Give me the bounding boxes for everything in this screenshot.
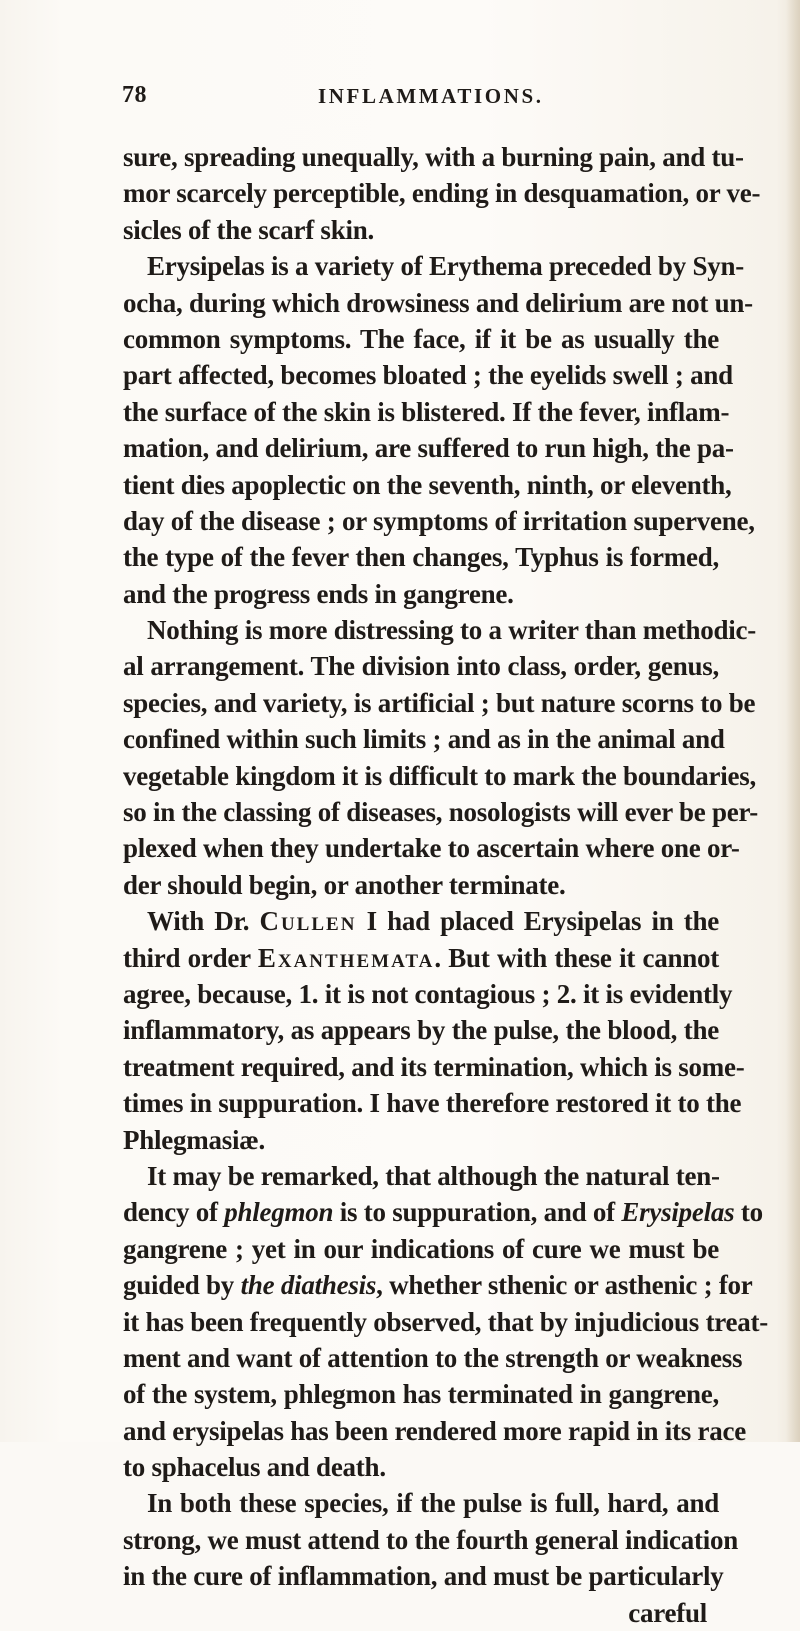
text-fragment: is to suppuration, and of — [333, 1197, 622, 1228]
page-edge-shadow — [786, 0, 800, 1442]
text-fragment: I had placed Erysipelas in the — [356, 906, 719, 937]
text-fragment: guided by — [123, 1270, 241, 1301]
text-fragment: , whether sthenic or asthenic ; for — [376, 1270, 753, 1301]
text-line: and the progress ends in gangrene. — [123, 578, 514, 609]
text-line: ment and want of attention to the strength or weakness — [123, 1342, 743, 1373]
paragraph-start: In both these species, if the pulse is full, hard, and — [147, 1488, 719, 1519]
text-line: times in suppuration. I have therefore restored it to the — [123, 1088, 742, 1119]
italic-term: Erysipelas — [621, 1197, 735, 1228]
text-line: gangrene ; yet in our indications of cure we must be — [123, 1233, 719, 1264]
text-line: and erysipelas has been rendered more rapid in its race — [123, 1415, 746, 1446]
text-line: it has been frequently observed, that by injudicious treat- — [123, 1306, 769, 1337]
text-line: in the cure of inflammation, and must be particularly — [123, 1561, 724, 1592]
text-line: mation, and delirium, are suffered to run high, the pa- — [123, 433, 734, 464]
text-line — [123, 940, 719, 976]
text-line: der should begin, or another terminate. — [123, 869, 566, 900]
text-line: the type of the fever then changes, Typhus is formed, — [123, 542, 719, 573]
text-fragment: . But with these it cannot — [434, 942, 719, 973]
text-line: plexed when they undertake to ascertain where one or- — [123, 833, 740, 864]
text-line: agree, because, 1. it is not contagious ; 2. it is evidently — [123, 978, 733, 1009]
text-line: to sphacelus and death. — [123, 1452, 386, 1483]
paragraph-start — [123, 903, 719, 939]
text-fragment: dency of — [123, 1197, 225, 1228]
text-line: mor scarcely perceptible, ending in desquamation, or ve- — [123, 178, 761, 209]
paragraph-start: Nothing is more distressing to a writer than methodic- — [147, 615, 756, 646]
text-line: tient dies apoplectic on the seventh, ninth, or eleventh, — [123, 469, 732, 500]
catchword: careful — [628, 1597, 707, 1628]
order-name-smallcaps: Exanthemata — [257, 942, 435, 973]
text-line: so in the classing of diseases, nosologists will ever be per- — [123, 797, 759, 828]
text-line: common symptoms. The face, if it be as usually the — [123, 323, 719, 354]
text-line: al arrangement. The division into class, order, genus, — [123, 651, 719, 682]
text-line: Phlegmasiæ. — [123, 1124, 265, 1155]
text-line: confined within such limits ; and as in the animal and — [123, 724, 725, 755]
text-fragment: to — [734, 1197, 763, 1228]
text-line — [123, 1267, 753, 1303]
italic-term: phlegmon — [224, 1197, 334, 1228]
text-fragment: third order — [123, 942, 258, 973]
paragraph-start: Erysipelas is a variety of Erythema preceded by Syn- — [147, 251, 744, 282]
text-line: the surface of the skin is blistered. If the fever, inflam- — [123, 396, 730, 427]
text-line: day of the disease ; or symptoms of irritation supervene, — [123, 505, 755, 536]
text-line: sure, spreading unequally, with a burning pain, and tu- — [123, 142, 744, 172]
body-text — [123, 139, 769, 1631]
text-line: of the system, phlegmon has terminated in gangrene, — [123, 1379, 719, 1410]
text-line: strong, we must attend to the fourth general indication — [123, 1524, 738, 1555]
text-line: inflammatory, as appears by the pulse, the blood, the — [123, 1015, 719, 1046]
text-line: part affected, becomes bloated ; the eyelids swell ; and — [123, 360, 733, 391]
author-name-smallcaps: Cullen — [259, 906, 357, 937]
text-fragment: With Dr. — [147, 906, 260, 937]
italic-term: the diathesis — [240, 1270, 377, 1301]
text-line: vegetable kingdom it is difficult to mark the boundaries, — [123, 760, 757, 791]
text-line: sicles of the scarf skin. — [123, 214, 374, 245]
text-line: treatment required, and its termination, which is some- — [123, 1051, 745, 1082]
running-title: INFLAMMATIONS. — [318, 84, 544, 108]
paragraph-start: It may be remarked, that although the natural ten- — [147, 1160, 720, 1191]
text-line — [123, 1194, 763, 1230]
text-line: ocha, during which drowsiness and delirium are not un- — [123, 287, 753, 318]
running-head — [122, 82, 722, 112]
text-line: species, and variety, is artificial ; but nature scorns to be — [123, 687, 756, 718]
page-number: 78 — [122, 82, 147, 108]
